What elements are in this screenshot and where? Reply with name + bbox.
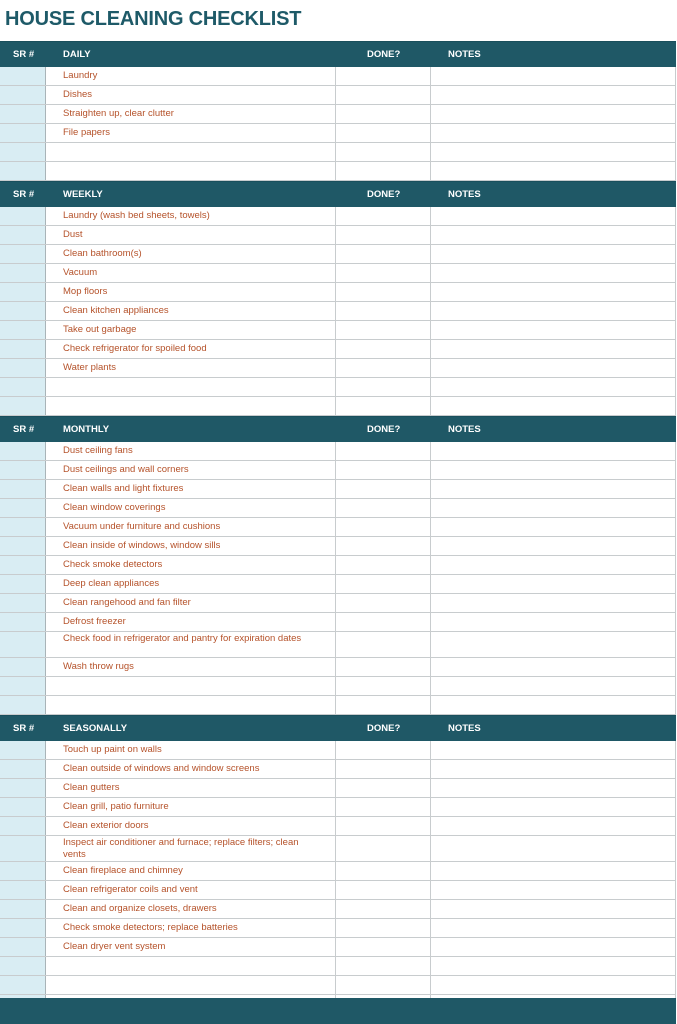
table-row	[0, 760, 676, 779]
done-cell[interactable]	[336, 919, 431, 937]
sr-cell[interactable]	[0, 881, 46, 899]
notes-cell[interactable]	[431, 575, 676, 593]
table-row	[0, 594, 676, 613]
done-cell[interactable]	[336, 817, 431, 835]
notes-cell[interactable]	[431, 976, 676, 994]
sr-cell[interactable]	[0, 798, 46, 816]
sr-cell[interactable]	[0, 518, 46, 536]
table-row	[0, 779, 676, 798]
done-cell[interactable]	[336, 518, 431, 536]
done-cell[interactable]	[336, 283, 431, 301]
done-column-header: DONE?	[367, 424, 401, 435]
notes-cell[interactable]	[431, 442, 676, 460]
done-cell[interactable]	[336, 976, 431, 994]
task-cell[interactable]: Laundry (wash bed sheets, towels)	[46, 207, 336, 225]
task-cell[interactable]: Clean bathroom(s)	[46, 245, 336, 263]
done-cell[interactable]	[336, 741, 431, 759]
done-cell[interactable]	[336, 760, 431, 778]
task-cell[interactable]: Clean and organize closets, drawers	[46, 900, 336, 918]
notes-cell[interactable]	[431, 741, 676, 759]
notes-cell[interactable]	[431, 613, 676, 631]
sr-cell[interactable]	[0, 836, 46, 861]
task-cell[interactable]	[46, 162, 336, 180]
task-cell[interactable]: Check smoke detectors; replace batteries	[46, 919, 336, 937]
done-cell[interactable]	[336, 556, 431, 574]
done-cell[interactable]	[336, 226, 431, 244]
task-cell[interactable]: Check food in refrigerator and pantry for expiration dates	[46, 632, 336, 657]
footer-bar	[0, 998, 676, 1024]
table-row	[0, 696, 676, 715]
done-cell[interactable]	[336, 105, 431, 123]
done-cell[interactable]	[336, 957, 431, 975]
done-cell[interactable]	[336, 124, 431, 142]
done-cell[interactable]	[336, 779, 431, 797]
notes-cell[interactable]	[431, 321, 676, 339]
done-cell[interactable]	[336, 677, 431, 695]
section-daily	[0, 41, 676, 181]
sr-cell[interactable]	[0, 537, 46, 555]
done-column-header: DONE?	[367, 49, 401, 60]
done-cell[interactable]	[336, 658, 431, 676]
table-row	[0, 537, 676, 556]
task-cell[interactable]	[46, 378, 336, 396]
table-row	[0, 556, 676, 575]
table-row	[0, 938, 676, 957]
notes-cell[interactable]	[431, 919, 676, 937]
notes-cell[interactable]	[431, 760, 676, 778]
sr-cell[interactable]	[0, 632, 46, 657]
table-row	[0, 340, 676, 359]
done-cell[interactable]	[336, 499, 431, 517]
table-row	[0, 67, 676, 86]
done-cell[interactable]	[336, 264, 431, 282]
done-cell[interactable]	[336, 397, 431, 415]
done-column-header: DONE?	[367, 723, 401, 734]
sr-cell[interactable]	[0, 480, 46, 498]
done-cell[interactable]	[336, 461, 431, 479]
done-cell[interactable]	[336, 594, 431, 612]
sr-cell[interactable]	[0, 499, 46, 517]
notes-cell[interactable]	[431, 881, 676, 899]
sr-column-header: SR #	[13, 424, 35, 435]
table-row	[0, 575, 676, 594]
task-cell[interactable]: Straighten up, clear clutter	[46, 105, 336, 123]
notes-cell[interactable]	[431, 245, 676, 263]
sr-cell[interactable]	[0, 264, 46, 282]
task-cell[interactable]: Wash throw rugs	[46, 658, 336, 676]
page-title: HOUSE CLEANING CHECKLIST	[5, 8, 302, 30]
sr-cell[interactable]	[0, 658, 46, 676]
sr-column-header: SR #	[13, 723, 35, 734]
sr-cell[interactable]	[0, 938, 46, 956]
notes-cell[interactable]	[431, 378, 676, 396]
sr-cell[interactable]	[0, 919, 46, 937]
notes-cell[interactable]	[431, 862, 676, 880]
done-cell[interactable]	[336, 302, 431, 320]
task-cell[interactable]: Take out garbage	[46, 321, 336, 339]
task-cell[interactable]: Touch up paint on walls	[46, 741, 336, 759]
done-cell[interactable]	[336, 632, 431, 657]
sr-cell[interactable]	[0, 677, 46, 695]
sr-cell[interactable]	[0, 340, 46, 358]
task-cell[interactable]: Dust ceilings and wall corners	[46, 461, 336, 479]
sr-cell[interactable]	[0, 442, 46, 460]
done-cell[interactable]	[336, 162, 431, 180]
notes-cell[interactable]	[431, 779, 676, 797]
done-cell[interactable]	[336, 340, 431, 358]
section-header	[0, 41, 676, 67]
table-row	[0, 957, 676, 976]
sr-cell[interactable]	[0, 779, 46, 797]
sr-cell[interactable]	[0, 283, 46, 301]
task-cell[interactable]: File papers	[46, 124, 336, 142]
table-row	[0, 632, 676, 658]
table-row	[0, 245, 676, 264]
notes-cell[interactable]	[431, 162, 676, 180]
table-row	[0, 264, 676, 283]
notes-cell[interactable]	[431, 340, 676, 358]
sr-cell[interactable]	[0, 613, 46, 631]
task-cell[interactable]: Defrost freezer	[46, 613, 336, 631]
sr-cell[interactable]	[0, 143, 46, 161]
task-cell[interactable]: Clean window coverings	[46, 499, 336, 517]
done-cell[interactable]	[336, 143, 431, 161]
sr-cell[interactable]	[0, 321, 46, 339]
task-cell[interactable]: Clean gutters	[46, 779, 336, 797]
task-cell[interactable]: Clean kitchen appliances	[46, 302, 336, 320]
task-cell[interactable]: Dishes	[46, 86, 336, 104]
notes-cell[interactable]	[431, 226, 676, 244]
table-row	[0, 442, 676, 461]
table-row	[0, 499, 676, 518]
table-row	[0, 518, 676, 537]
done-cell[interactable]	[336, 938, 431, 956]
task-cell[interactable]	[46, 397, 336, 415]
notes-cell[interactable]	[431, 86, 676, 104]
done-cell[interactable]	[336, 537, 431, 555]
sr-cell[interactable]	[0, 162, 46, 180]
sr-cell[interactable]	[0, 741, 46, 759]
notes-cell[interactable]	[431, 556, 676, 574]
notes-cell[interactable]	[431, 798, 676, 816]
sr-column-header: SR #	[13, 189, 35, 200]
section-weekly	[0, 181, 676, 416]
sr-cell[interactable]	[0, 862, 46, 880]
task-cell[interactable]: Clean rangehood and fan filter	[46, 594, 336, 612]
table-row	[0, 283, 676, 302]
task-cell[interactable]: Clean fireplace and chimney	[46, 862, 336, 880]
section-header	[0, 715, 676, 741]
task-cell[interactable]: Deep clean appliances	[46, 575, 336, 593]
sr-cell[interactable]	[0, 245, 46, 263]
sr-cell[interactable]	[0, 976, 46, 994]
checklist-table	[0, 41, 677, 1014]
done-cell[interactable]	[336, 881, 431, 899]
notes-cell[interactable]	[431, 143, 676, 161]
notes-cell[interactable]	[431, 461, 676, 479]
table-row	[0, 397, 676, 416]
task-cell[interactable]	[46, 143, 336, 161]
table-row	[0, 461, 676, 480]
title-band	[0, 0, 677, 41]
sr-cell[interactable]	[0, 900, 46, 918]
notes-cell[interactable]	[431, 957, 676, 975]
notes-cell[interactable]	[431, 632, 676, 657]
task-cell[interactable]: Inspect air conditioner and furnace; replace filters; clean vents	[46, 836, 336, 861]
notes-cell[interactable]	[431, 836, 676, 861]
notes-cell[interactable]	[431, 658, 676, 676]
table-row	[0, 359, 676, 378]
done-cell[interactable]	[336, 575, 431, 593]
task-cell[interactable]: Mop floors	[46, 283, 336, 301]
section-title: MONTHLY	[63, 424, 110, 435]
sr-cell[interactable]	[0, 817, 46, 835]
notes-cell[interactable]	[431, 817, 676, 835]
notes-cell[interactable]	[431, 518, 676, 536]
sr-cell[interactable]	[0, 696, 46, 714]
done-cell[interactable]	[336, 321, 431, 339]
table-row	[0, 143, 676, 162]
table-row	[0, 162, 676, 181]
task-cell[interactable]: Vacuum	[46, 264, 336, 282]
sr-cell[interactable]	[0, 226, 46, 244]
notes-cell[interactable]	[431, 124, 676, 142]
table-row	[0, 613, 676, 632]
task-cell[interactable]: Dust	[46, 226, 336, 244]
done-cell[interactable]	[336, 378, 431, 396]
task-cell[interactable]: Water plants	[46, 359, 336, 377]
sr-cell[interactable]	[0, 207, 46, 225]
task-cell[interactable]: Check refrigerator for spoiled food	[46, 340, 336, 358]
task-cell[interactable]: Clean outside of windows and window screens	[46, 760, 336, 778]
task-cell[interactable]: Laundry	[46, 67, 336, 85]
table-row	[0, 321, 676, 340]
sr-cell[interactable]	[0, 556, 46, 574]
sr-cell[interactable]	[0, 957, 46, 975]
notes-cell[interactable]	[431, 900, 676, 918]
notes-column-header: NOTES	[448, 189, 481, 200]
table-row	[0, 900, 676, 919]
task-cell[interactable]: Clean dryer vent system	[46, 938, 336, 956]
table-row	[0, 817, 676, 836]
sr-cell[interactable]	[0, 575, 46, 593]
sr-cell[interactable]	[0, 67, 46, 85]
task-cell[interactable]: Dust ceiling fans	[46, 442, 336, 460]
table-row	[0, 881, 676, 900]
notes-cell[interactable]	[431, 302, 676, 320]
done-cell[interactable]	[336, 442, 431, 460]
section-header	[0, 416, 676, 442]
sr-cell[interactable]	[0, 86, 46, 104]
notes-cell[interactable]	[431, 537, 676, 555]
task-cell[interactable]: Check smoke detectors	[46, 556, 336, 574]
table-row	[0, 976, 676, 995]
notes-cell[interactable]	[431, 105, 676, 123]
task-cell[interactable]	[46, 957, 336, 975]
done-cell[interactable]	[336, 245, 431, 263]
table-row	[0, 207, 676, 226]
section-title: SEASONALLY	[63, 723, 128, 734]
section-header	[0, 181, 676, 207]
notes-cell[interactable]	[431, 696, 676, 714]
sr-cell[interactable]	[0, 594, 46, 612]
task-cell[interactable]: Clean inside of windows, window sills	[46, 537, 336, 555]
task-cell[interactable]: Clean grill, patio furniture	[46, 798, 336, 816]
table-row	[0, 302, 676, 321]
notes-cell[interactable]	[431, 283, 676, 301]
notes-cell[interactable]	[431, 264, 676, 282]
section-title: WEEKLY	[63, 189, 103, 200]
task-cell[interactable]: Clean exterior doors	[46, 817, 336, 835]
sr-cell[interactable]	[0, 760, 46, 778]
notes-cell[interactable]	[431, 938, 676, 956]
notes-cell[interactable]	[431, 677, 676, 695]
table-row	[0, 677, 676, 696]
task-cell[interactable]	[46, 976, 336, 994]
sr-cell[interactable]	[0, 105, 46, 123]
done-column-header: DONE?	[367, 189, 401, 200]
table-row	[0, 86, 676, 105]
done-cell[interactable]	[336, 836, 431, 861]
notes-cell[interactable]	[431, 67, 676, 85]
task-cell[interactable]	[46, 677, 336, 695]
done-cell[interactable]	[336, 207, 431, 225]
notes-cell[interactable]	[431, 480, 676, 498]
table-row	[0, 798, 676, 817]
table-row	[0, 836, 676, 862]
sr-cell[interactable]	[0, 359, 46, 377]
sr-cell[interactable]	[0, 124, 46, 142]
notes-cell[interactable]	[431, 594, 676, 612]
table-row	[0, 741, 676, 760]
done-cell[interactable]	[336, 359, 431, 377]
section-monthly	[0, 416, 676, 715]
task-cell[interactable]	[46, 696, 336, 714]
notes-column-header: NOTES	[448, 49, 481, 60]
sr-cell[interactable]	[0, 378, 46, 396]
notes-cell[interactable]	[431, 499, 676, 517]
notes-cell[interactable]	[431, 359, 676, 377]
sr-cell[interactable]	[0, 397, 46, 415]
section-seasonally	[0, 715, 676, 1014]
table-row	[0, 226, 676, 245]
notes-column-header: NOTES	[448, 424, 481, 435]
table-row	[0, 862, 676, 881]
section-title: DAILY	[63, 49, 91, 60]
notes-cell[interactable]	[431, 397, 676, 415]
task-cell[interactable]: Clean walls and light fixtures	[46, 480, 336, 498]
task-cell[interactable]: Vacuum under furniture and cushions	[46, 518, 336, 536]
notes-cell[interactable]	[431, 207, 676, 225]
done-cell[interactable]	[336, 900, 431, 918]
table-row	[0, 378, 676, 397]
sr-cell[interactable]	[0, 302, 46, 320]
done-cell[interactable]	[336, 696, 431, 714]
table-row	[0, 919, 676, 938]
done-cell[interactable]	[336, 67, 431, 85]
done-cell[interactable]	[336, 862, 431, 880]
done-cell[interactable]	[336, 798, 431, 816]
sr-column-header: SR #	[13, 49, 35, 60]
done-cell[interactable]	[336, 86, 431, 104]
done-cell[interactable]	[336, 613, 431, 631]
table-row	[0, 105, 676, 124]
done-cell[interactable]	[336, 480, 431, 498]
sr-cell[interactable]	[0, 461, 46, 479]
task-cell[interactable]: Clean refrigerator coils and vent	[46, 881, 336, 899]
table-row	[0, 480, 676, 499]
notes-column-header: NOTES	[448, 723, 481, 734]
table-row	[0, 658, 676, 677]
table-row	[0, 124, 676, 143]
